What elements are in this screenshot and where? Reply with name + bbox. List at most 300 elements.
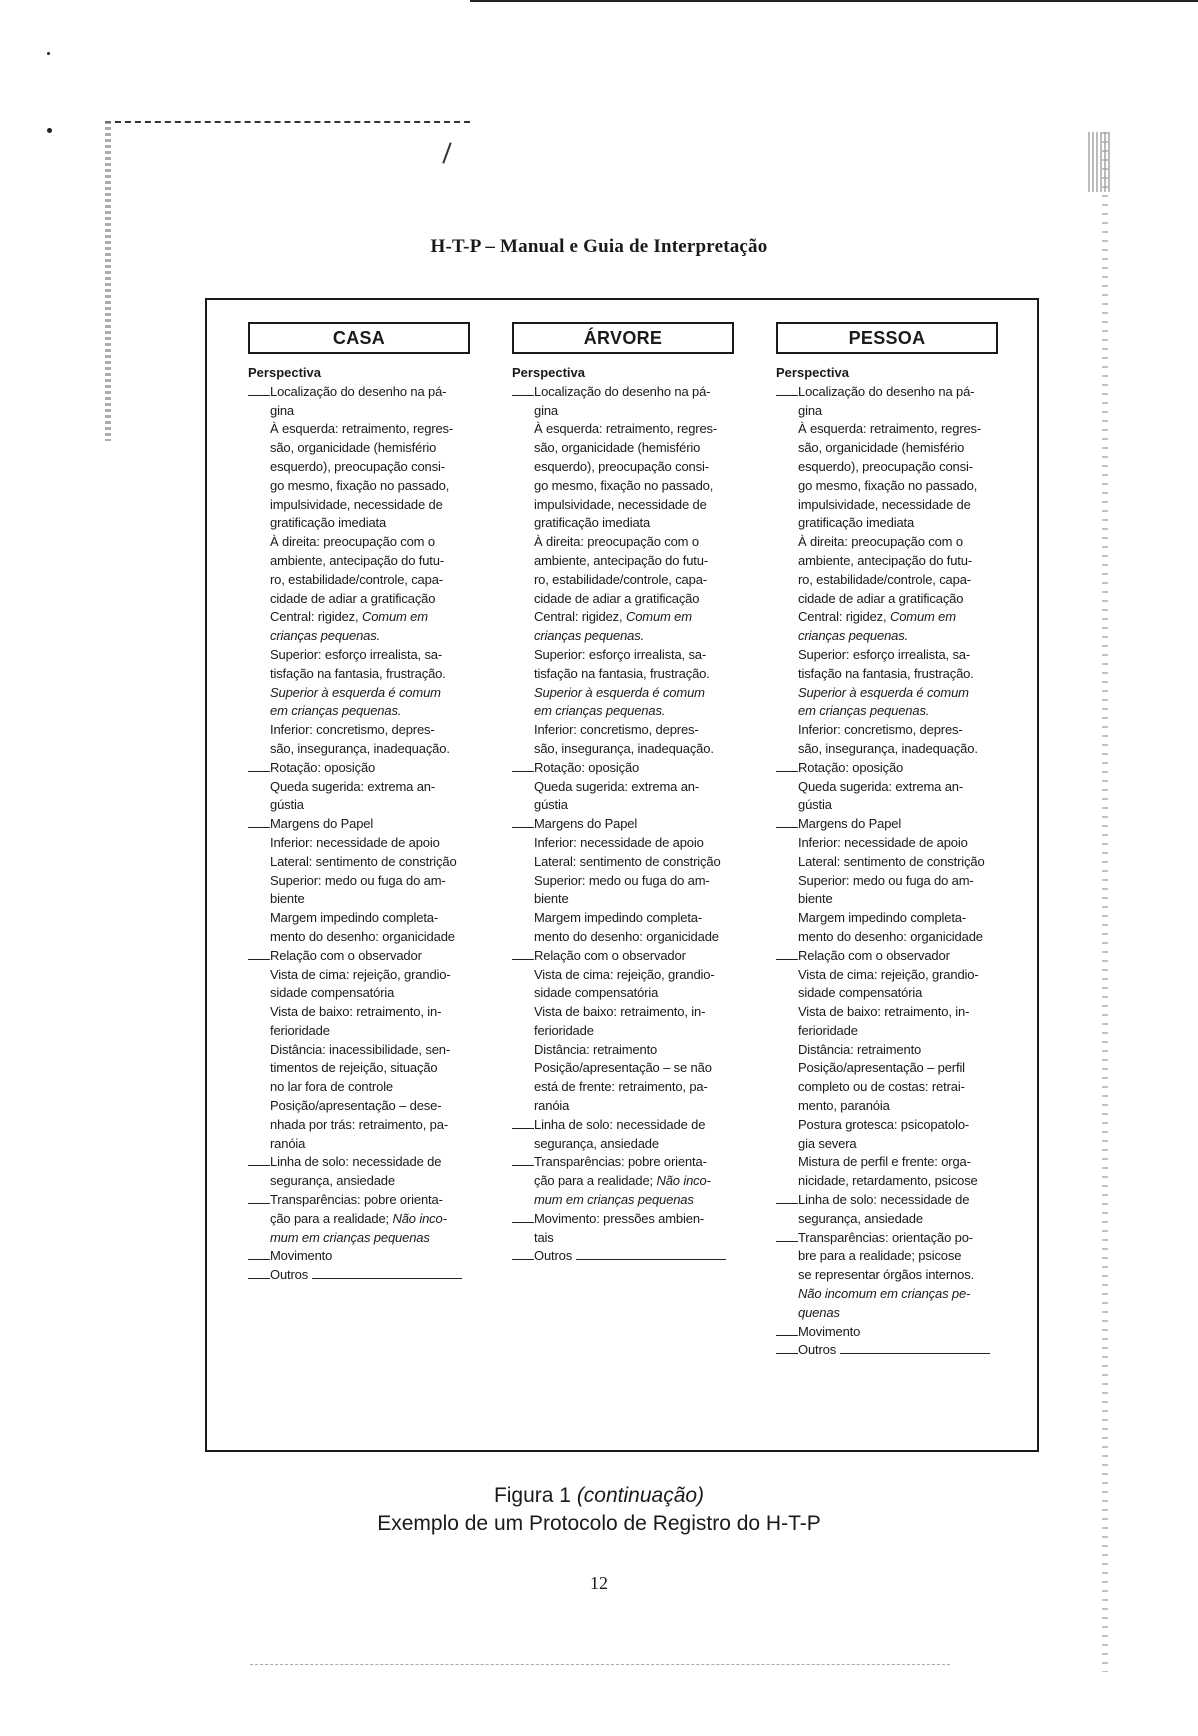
checklist-detail xyxy=(512,928,734,947)
line-text: sidade compensatória xyxy=(798,985,923,1001)
checklist-detail xyxy=(776,966,998,985)
line-text: gia severa xyxy=(798,1135,857,1151)
line-text: ção para a realidade; xyxy=(270,1210,393,1226)
checklist-detail xyxy=(512,533,734,552)
line-text: Posição/apresentação – perfil xyxy=(798,1060,965,1076)
line-text-italic: em crianças pequenas. xyxy=(798,703,930,719)
line-text: são, organicidade (hemisfério xyxy=(534,440,701,456)
line-text: Vista de cima: rejeição, grandio- xyxy=(270,966,451,982)
checklist-detail xyxy=(776,1266,998,1285)
line-text: gratificação imediata xyxy=(798,515,915,531)
checklist-item xyxy=(512,1247,734,1266)
checklist-detail xyxy=(248,646,470,665)
line-text-italic: quenas xyxy=(798,1304,840,1320)
line-text-italic: Não inco- xyxy=(392,1210,447,1226)
checklist-detail xyxy=(248,439,470,458)
line-text: gratificação imediata xyxy=(270,515,387,531)
checklist-item xyxy=(776,383,998,402)
checklist-item xyxy=(776,947,998,966)
pen-mark xyxy=(442,142,451,163)
checklist-detail xyxy=(512,1078,734,1097)
checklist-detail xyxy=(776,627,998,646)
checklist-detail xyxy=(248,1172,470,1191)
line-text: Superior: medo ou fuga do am- xyxy=(534,872,710,888)
line-text: mento, paranóia xyxy=(798,1098,890,1114)
line-text-italic: Comum em xyxy=(625,609,692,625)
section-title: Perspectiva xyxy=(248,365,321,380)
checklist-item xyxy=(248,947,470,966)
checklist-detail xyxy=(512,477,734,496)
checklist-item xyxy=(776,1229,998,1248)
line-text: Outros xyxy=(270,1267,309,1283)
checklist-detail xyxy=(776,796,998,815)
checklist-detail xyxy=(776,1059,998,1078)
checklist-detail xyxy=(512,778,734,797)
line-text: Movimento: pressões ambien- xyxy=(534,1210,705,1226)
checklist-item xyxy=(248,1153,470,1172)
line-text: gina xyxy=(534,402,558,418)
line-text-italic: Comum em xyxy=(361,609,428,625)
line-text: Rotação: oposição xyxy=(534,759,640,775)
check-blank xyxy=(776,1323,798,1336)
line-text-italic: Não inco- xyxy=(656,1173,711,1189)
checklist-detail xyxy=(512,646,734,665)
line-text: Inferior: necessidade de apoio xyxy=(534,834,704,850)
line-text: ferioridade xyxy=(270,1022,330,1038)
checklist-detail xyxy=(512,458,734,477)
line-text: À direita: preocupação com o xyxy=(798,534,963,550)
line-text: Localização do desenho na pá- xyxy=(534,383,711,399)
checklist-item xyxy=(512,1210,734,1229)
checklist-detail xyxy=(248,1003,470,1022)
check-blank xyxy=(776,759,798,772)
line-text: Inferior: concretismo, depres- xyxy=(270,722,435,738)
line-text: nhada por trás: retraimento, pa- xyxy=(270,1116,449,1132)
check-blank xyxy=(512,383,534,396)
checklist-detail xyxy=(248,796,470,815)
checklist-detail xyxy=(776,909,998,928)
line-text: Lateral: sentimento de constrição xyxy=(270,853,457,869)
line-text: Superior: medo ou fuga do am- xyxy=(798,872,974,888)
check-blank xyxy=(512,759,534,772)
checklist-detail xyxy=(512,872,734,891)
check-blank xyxy=(248,1153,270,1166)
line-text: Rotação: oposição xyxy=(798,759,904,775)
checklist-detail xyxy=(248,740,470,759)
line-text: bre para a realidade; psicose xyxy=(798,1248,962,1264)
line-text: esquerdo), preocupação consi- xyxy=(270,458,445,474)
check-blank xyxy=(512,815,534,828)
line-text: go mesmo, fixação no passado, xyxy=(534,477,714,493)
checklist-detail xyxy=(512,665,734,684)
line-text: Transparências: pobre orienta- xyxy=(534,1154,707,1170)
line-text: Transparências: orientação po- xyxy=(798,1229,973,1245)
checklist-detail xyxy=(248,514,470,533)
line-text: impulsividade, necessidade de xyxy=(534,496,707,512)
line-text: ro, estabilidade/controle, capa- xyxy=(270,571,443,587)
checklist-detail xyxy=(248,890,470,909)
checklist-detail xyxy=(776,1210,998,1229)
line-text: Relação com o observador xyxy=(270,947,422,963)
line-text: cidade de adiar a gratificação xyxy=(798,590,964,606)
checklist-detail xyxy=(248,590,470,609)
checklist-detail xyxy=(776,514,998,533)
line-text: biente xyxy=(534,891,569,907)
checklist-detail xyxy=(776,1172,998,1191)
line-text: Outros xyxy=(534,1248,573,1264)
caption-prefix: Figura 1 xyxy=(493,1484,577,1507)
line-text: ambiente, antecipação do futu- xyxy=(798,552,973,568)
checklist-detail xyxy=(776,1022,998,1041)
checklist-detail xyxy=(248,608,470,627)
scan-artifact-right xyxy=(1102,132,1108,1672)
checklist-detail xyxy=(776,928,998,947)
check-blank xyxy=(512,947,534,960)
line-text: Relação com o observador xyxy=(534,947,686,963)
checklist-detail xyxy=(776,477,998,496)
line-text: Outros xyxy=(798,1342,837,1358)
line-text: Central: rigidez, xyxy=(798,609,890,625)
line-text: ro, estabilidade/controle, capa- xyxy=(534,571,707,587)
checklist-detail xyxy=(248,627,470,646)
line-text: Distância: retraimento xyxy=(798,1041,922,1057)
checklist-item xyxy=(512,947,734,966)
checklist-detail xyxy=(776,402,998,421)
checklist-detail xyxy=(776,608,998,627)
checklist-detail xyxy=(248,702,470,721)
checklist-detail xyxy=(248,1022,470,1041)
line-text: mento do desenho: organicidade xyxy=(270,928,455,944)
checklist-detail xyxy=(776,1041,998,1060)
line-text: Distância: inacessibilidade, sen- xyxy=(270,1041,451,1057)
column-lines xyxy=(248,383,470,1285)
line-text: Margem impedindo completa- xyxy=(534,910,703,926)
line-text-italic: Não incomum em crianças pe- xyxy=(798,1286,971,1302)
line-text: Postura grotesca: psicopatolo- xyxy=(798,1116,970,1132)
check-blank xyxy=(248,815,270,828)
checklist-detail xyxy=(776,439,998,458)
line-text-italic: em crianças pequenas. xyxy=(534,703,666,719)
line-text: nicidade, retardamento, psicose xyxy=(798,1173,978,1189)
line-text: segurança, ansiedade xyxy=(798,1210,923,1226)
line-text-italic: crianças pequenas. xyxy=(270,628,381,644)
line-text: Relação com o observador xyxy=(798,947,950,963)
checklist-detail xyxy=(512,514,734,533)
column-arvore xyxy=(512,322,734,1266)
check-blank xyxy=(248,383,270,396)
checklist-detail xyxy=(248,966,470,985)
checklist-detail xyxy=(512,796,734,815)
checklist-item xyxy=(248,1191,470,1210)
checklist-detail xyxy=(248,1135,470,1154)
line-text: ambiente, antecipação do futu- xyxy=(270,552,445,568)
line-text: Margens do Papel xyxy=(534,816,638,832)
checklist-detail xyxy=(248,1059,470,1078)
column-header: PESSOA xyxy=(776,322,998,354)
line-text: segurança, ansiedade xyxy=(270,1173,395,1189)
checklist-item xyxy=(776,1341,998,1360)
checklist-detail xyxy=(512,1172,734,1191)
check-blank xyxy=(776,815,798,828)
checklist-detail xyxy=(776,1078,998,1097)
check-blank xyxy=(776,1191,798,1204)
line-text: Superior: medo ou fuga do am- xyxy=(270,872,446,888)
line-text: Queda sugerida: extrema an- xyxy=(534,778,700,794)
line-text: impulsividade, necessidade de xyxy=(798,496,971,512)
line-text-italic: em crianças pequenas. xyxy=(270,703,402,719)
checklist-detail xyxy=(776,834,998,853)
line-text: À esquerda: retraimento, regres- xyxy=(798,421,982,437)
check-blank xyxy=(248,947,270,960)
checklist-detail xyxy=(776,702,998,721)
checklist-detail xyxy=(512,721,734,740)
checklist-detail xyxy=(248,834,470,853)
checklist-detail xyxy=(512,740,734,759)
running-head: H-T-P – Manual e Guia de Interpretação xyxy=(430,236,768,257)
line-text: go mesmo, fixação no passado, xyxy=(270,477,450,493)
checklist-detail xyxy=(776,458,998,477)
line-text: ranóia xyxy=(270,1135,306,1151)
line-text: Central: rigidez, xyxy=(534,609,626,625)
checklist-detail xyxy=(512,1097,734,1116)
line-text: Vista de baixo: retraimento, in- xyxy=(270,1004,442,1020)
checklist-item xyxy=(776,1323,998,1342)
line-text: Transparências: pobre orienta- xyxy=(270,1192,443,1208)
line-text: Margens do Papel xyxy=(798,816,902,832)
line-text: são, insegurança, inadequação. xyxy=(534,740,714,756)
checklist-item xyxy=(248,815,470,834)
others-fill-line xyxy=(840,1341,990,1354)
line-text: tisfação na fantasia, frustração. xyxy=(534,665,710,681)
line-text: Linha de solo: necessidade de xyxy=(798,1192,970,1208)
checklist-detail xyxy=(512,627,734,646)
checklist-detail xyxy=(512,402,734,421)
line-text-italic: mum em crianças pequenas xyxy=(534,1192,694,1208)
checklist-detail xyxy=(512,684,734,703)
checklist-detail xyxy=(512,984,734,1003)
checklist-detail xyxy=(512,496,734,515)
checklist-item xyxy=(776,815,998,834)
checklist-detail xyxy=(512,1229,734,1248)
checklist-detail xyxy=(776,646,998,665)
line-text: se representar órgãos internos. xyxy=(798,1267,975,1283)
scan-artifact-bottom xyxy=(250,1664,950,1666)
checklist-detail xyxy=(512,608,734,627)
line-text: ambiente, antecipação do futu- xyxy=(534,552,709,568)
line-text: segurança, ansiedade xyxy=(534,1135,659,1151)
check-blank xyxy=(776,1229,798,1242)
line-text-italic: Superior à esquerda é comum xyxy=(270,684,441,700)
section-title: Perspectiva xyxy=(512,365,585,380)
line-text: gina xyxy=(270,402,294,418)
checklist-detail xyxy=(248,721,470,740)
checklist-detail xyxy=(512,1022,734,1041)
checklist-item xyxy=(512,759,734,778)
line-text-italic: Comum em xyxy=(889,609,956,625)
line-text: Lateral: sentimento de constrição xyxy=(534,853,721,869)
line-text: mento do desenho: organicidade xyxy=(534,928,719,944)
line-text: Inferior: necessidade de apoio xyxy=(798,834,968,850)
line-text: À direita: preocupação com o xyxy=(270,534,435,550)
line-text: Margens do Papel xyxy=(270,816,374,832)
checklist-detail xyxy=(248,402,470,421)
line-text: À direita: preocupação com o xyxy=(534,534,699,550)
check-blank xyxy=(248,1191,270,1204)
column-lines xyxy=(512,383,734,1266)
checklist-item xyxy=(512,815,734,834)
checklist-item xyxy=(512,1153,734,1172)
checklist-detail xyxy=(248,909,470,928)
line-text: Vista de cima: rejeição, grandio- xyxy=(534,966,715,982)
line-text: biente xyxy=(270,891,305,907)
checklist-detail xyxy=(776,684,998,703)
checklist-item xyxy=(248,383,470,402)
line-text: Inferior: necessidade de apoio xyxy=(270,834,440,850)
checklist-detail xyxy=(512,571,734,590)
checklist-detail xyxy=(248,552,470,571)
line-text: Queda sugerida: extrema an- xyxy=(798,778,964,794)
line-text-italic: Superior à esquerda é comum xyxy=(798,684,969,700)
line-text: Distância: retraimento xyxy=(534,1041,658,1057)
checklist-item xyxy=(512,1116,734,1135)
checklist-item xyxy=(248,1247,470,1266)
line-text: tisfação na fantasia, frustração. xyxy=(270,665,446,681)
check-blank xyxy=(248,1266,270,1279)
checklist-detail xyxy=(776,890,998,909)
checklist-detail xyxy=(512,1003,734,1022)
checklist-detail xyxy=(776,1285,998,1304)
check-blank xyxy=(776,1341,798,1354)
line-text: completo ou de costas: retrai- xyxy=(798,1079,965,1095)
figure-caption-title xyxy=(0,1484,1198,1508)
line-text: timentos de rejeição, situação xyxy=(270,1060,438,1076)
checklist-detail xyxy=(776,1304,998,1323)
scan-top-rule xyxy=(470,0,1198,2)
checklist-detail xyxy=(776,665,998,684)
line-text: Vista de cima: rejeição, grandio- xyxy=(798,966,979,982)
checklist-detail xyxy=(512,890,734,909)
checklist-detail xyxy=(776,740,998,759)
line-text: Inferior: concretismo, depres- xyxy=(534,722,699,738)
checklist-detail xyxy=(776,552,998,571)
line-text: Localização do desenho na pá- xyxy=(270,383,447,399)
line-text: ro, estabilidade/controle, capa- xyxy=(798,571,971,587)
checklist-detail xyxy=(248,684,470,703)
line-text: Mistura de perfil e frente: orga- xyxy=(798,1154,971,1170)
line-text-italic: crianças pequenas. xyxy=(534,628,645,644)
checklist-detail xyxy=(248,1210,470,1229)
checklist-detail xyxy=(248,533,470,552)
checklist-detail xyxy=(776,853,998,872)
line-text: biente xyxy=(798,891,833,907)
line-text: Movimento xyxy=(798,1323,861,1339)
column-lines xyxy=(776,383,998,1360)
section-title: Perspectiva xyxy=(776,365,849,380)
line-text: são, organicidade (hemisfério xyxy=(270,440,437,456)
others-fill-line xyxy=(576,1247,726,1260)
checklist-detail xyxy=(248,420,470,439)
line-text: Rotação: oposição xyxy=(270,759,376,775)
scan-artifact-top xyxy=(105,121,470,125)
scan-speck xyxy=(47,52,50,55)
checklist-detail xyxy=(776,1247,998,1266)
column-casa xyxy=(248,322,470,1285)
checklist-detail xyxy=(776,533,998,552)
checklist-detail xyxy=(776,571,998,590)
line-text: Superior: esforço irrealista, sa- xyxy=(270,646,443,662)
line-text: Posição/apresentação – dese- xyxy=(270,1098,442,1114)
line-text: Margem impedindo completa- xyxy=(798,910,967,926)
checklist-detail xyxy=(776,1135,998,1154)
line-text: Margem impedindo completa- xyxy=(270,910,439,926)
line-text: gústia xyxy=(534,797,568,813)
check-blank xyxy=(776,383,798,396)
line-text: Vista de baixo: retraimento, in- xyxy=(798,1004,970,1020)
line-text: são, insegurança, inadequação. xyxy=(798,740,978,756)
scan-artifact-left xyxy=(105,121,111,441)
page-number: 12 xyxy=(590,1573,608,1593)
column-pessoa xyxy=(776,322,998,1360)
line-text: Movimento xyxy=(270,1248,333,1264)
checklist-detail xyxy=(512,590,734,609)
checklist-detail xyxy=(776,721,998,740)
checklist-detail xyxy=(512,702,734,721)
checklist-detail xyxy=(248,496,470,515)
line-text: Vista de baixo: retraimento, in- xyxy=(534,1004,706,1020)
line-text: está de frente: retraimento, pa- xyxy=(534,1079,708,1095)
checklist-detail xyxy=(776,778,998,797)
line-text: Inferior: concretismo, depres- xyxy=(798,722,963,738)
checklist-detail xyxy=(512,552,734,571)
checklist-detail xyxy=(248,853,470,872)
line-text: gina xyxy=(798,402,822,418)
line-text: são, insegurança, inadequação. xyxy=(270,740,450,756)
checklist-detail xyxy=(776,1003,998,1022)
line-text-italic: crianças pequenas. xyxy=(798,628,909,644)
column-header: CASA xyxy=(248,322,470,354)
line-text: são, organicidade (hemisfério xyxy=(798,440,965,456)
checklist-detail xyxy=(776,1116,998,1135)
line-text: Central: rigidez, xyxy=(270,609,362,625)
checklist-detail xyxy=(512,439,734,458)
caption-italic: (continuação) xyxy=(576,1484,705,1507)
checklist-detail xyxy=(512,909,734,928)
others-fill-line xyxy=(312,1266,462,1279)
checklist-detail xyxy=(248,872,470,891)
checklist-item xyxy=(776,759,998,778)
check-blank xyxy=(248,1247,270,1260)
checklist-detail xyxy=(248,665,470,684)
line-text: sidade compensatória xyxy=(534,985,659,1001)
line-text: esquerdo), preocupação consi- xyxy=(798,458,973,474)
line-text: tais xyxy=(534,1229,554,1245)
checklist-detail xyxy=(512,1041,734,1060)
line-text: ferioridade xyxy=(798,1022,858,1038)
line-text: no lar fora de controle xyxy=(270,1079,394,1095)
line-text: Queda sugerida: extrema an- xyxy=(270,778,436,794)
checklist-item xyxy=(512,383,734,402)
line-text: ranóia xyxy=(534,1098,570,1114)
checklist-detail xyxy=(776,496,998,515)
check-blank xyxy=(512,1210,534,1223)
line-text: À esquerda: retraimento, regres- xyxy=(270,421,454,437)
line-text: Linha de solo: necessidade de xyxy=(534,1116,706,1132)
checklist-detail xyxy=(776,1097,998,1116)
check-blank xyxy=(512,1153,534,1166)
check-blank xyxy=(512,1116,534,1129)
checklist-detail xyxy=(776,590,998,609)
checklist-detail xyxy=(512,966,734,985)
